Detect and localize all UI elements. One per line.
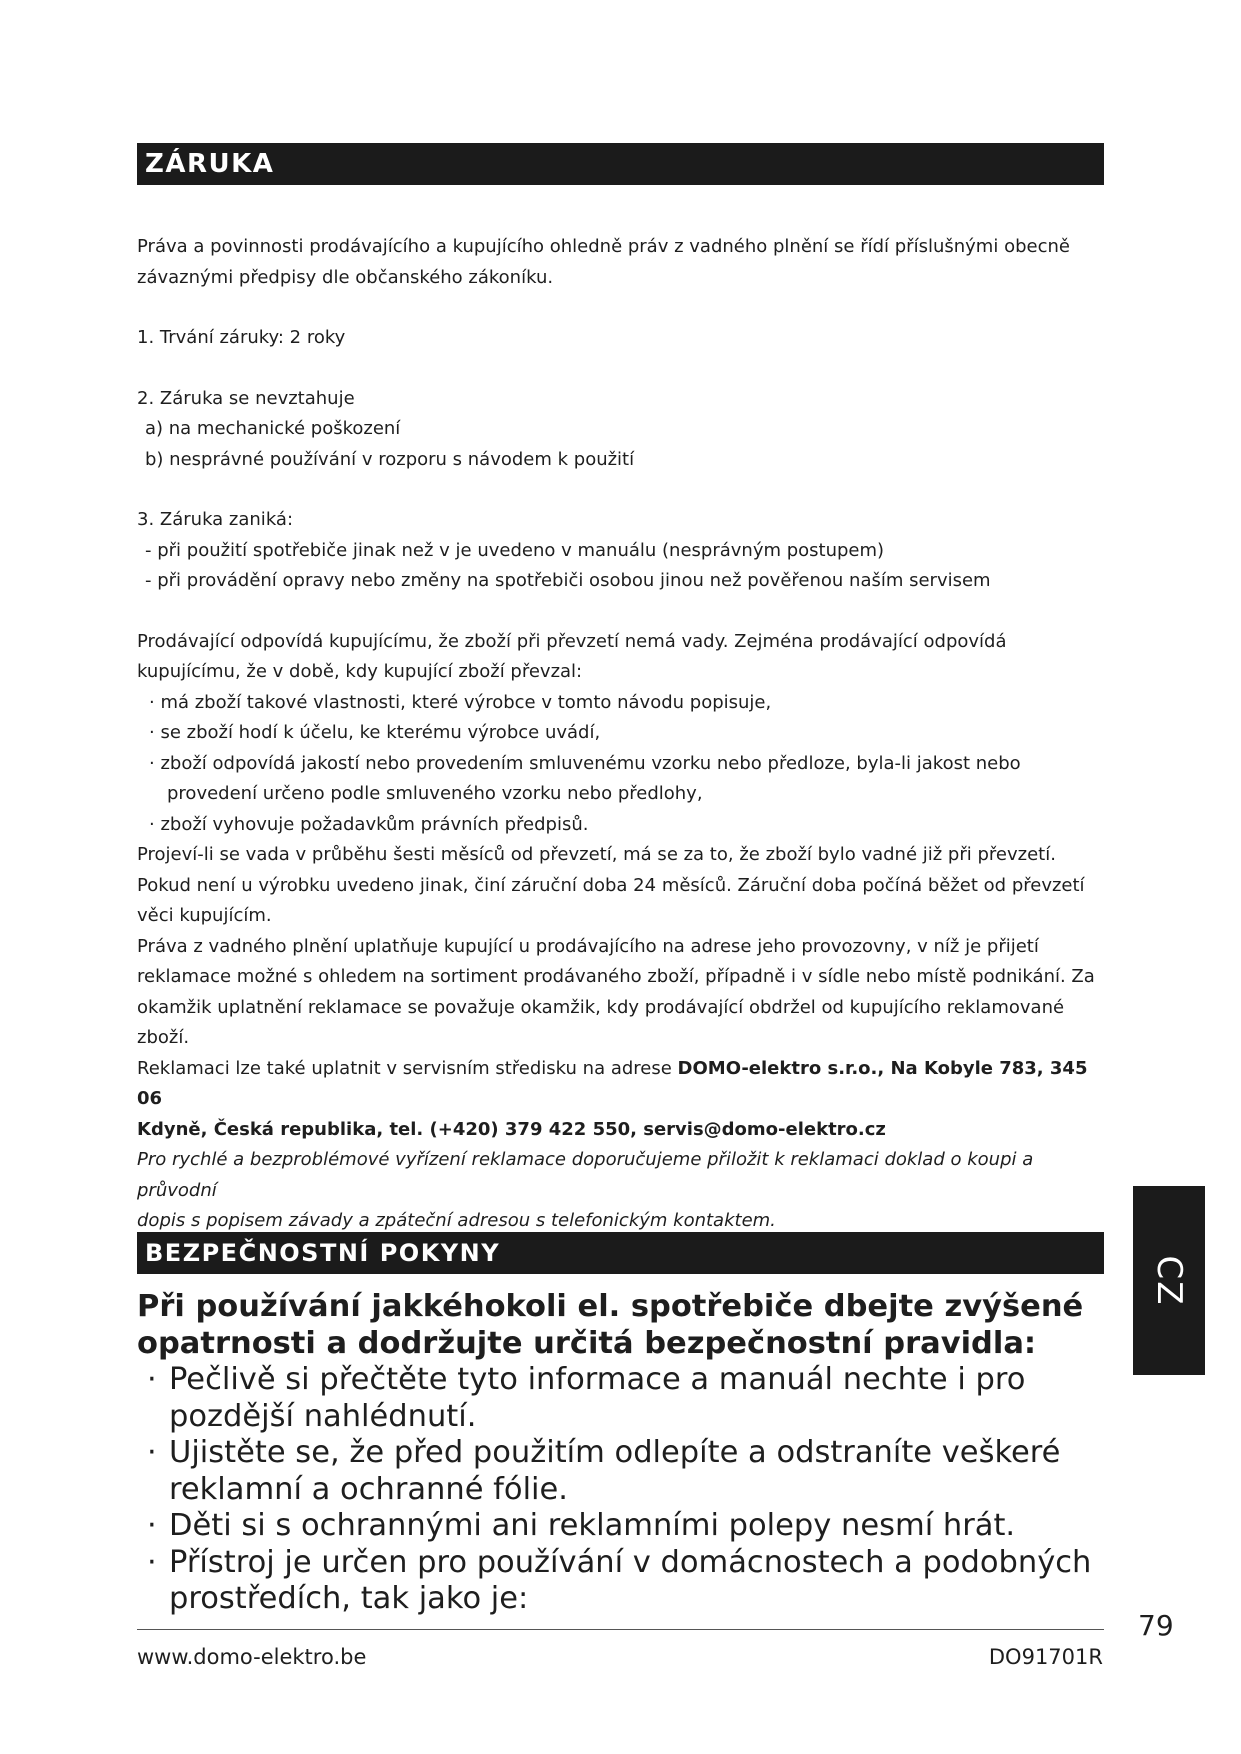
claim-recommendation-text: Pro rychlé a bezproblémové vyřízení reklamace doporučujeme přiložit k reklamaci doklad o koupi a průvodní	[137, 1149, 1034, 1201]
safety-bullet	[137, 1508, 1117, 1545]
warranty-exclusion-item: b) nesprávné používání v rozporu s návodem k použití	[145, 448, 635, 470]
intro-line: závaznými předpisy dle občanského zákoníku.	[137, 266, 554, 288]
safety-bullet-text: Děti si s ochrannými ani reklamními polepy nesmí hrát.	[169, 1508, 1016, 1543]
section-title-safety: BEZPEČNOSTNÍ POKYNY	[137, 1232, 1104, 1274]
footer-divider	[137, 1629, 1104, 1630]
bullet-dot: ·	[147, 1508, 157, 1543]
liability-bullet: · se zboží hodí k účelu, ke kterému výrobce uvádí,	[149, 722, 601, 743]
warranty-void-title: 3. Záruka zaniká:	[137, 509, 294, 530]
safety-bullet	[137, 1435, 1117, 1472]
safety-instructions	[137, 1288, 1117, 1618]
service-center-contact	[137, 1115, 1097, 1146]
safety-bullet-cont	[137, 1581, 1117, 1618]
service-center-line	[137, 1054, 1097, 1115]
defect-period-line: věci kupujícím.	[137, 905, 272, 926]
safety-bullet-text: Ujistěte se, že před použitím odlepíte a odstraníte veškeré	[169, 1435, 1061, 1470]
warranty-exclusion-item: a) na mechanické poškození	[145, 418, 401, 439]
bullet-dot: ·	[147, 1362, 157, 1397]
liability-bullet: · zboží vyhovuje požadavkům právních předpisů.	[149, 813, 589, 835]
warranty-body	[137, 232, 1097, 1237]
warranty-duration: 1. Trvání záruky: 2 roky	[137, 327, 346, 348]
language-tab-label: CZ	[1149, 1254, 1189, 1307]
defect-period-line: Projeví-li se vada v průběhu šesti měsíců od převzetí, má se za to, že zboží bylo vadné již při převzetí.	[137, 844, 1056, 865]
defect-period-line: Pokud není u výrobku uvedeno jinak, činí záruční doba 24 měsíců. Záruční doba počíná běžet od převzetí	[137, 874, 1085, 896]
bullet-dot: ·	[147, 1544, 157, 1580]
claim-rights-line: zboží.	[137, 1027, 190, 1048]
section-title-zaruka: ZÁRUKA	[137, 143, 1104, 185]
safety-heading: opatrnosti a dodržujte určitá bezpečnostní pravidla:	[137, 1326, 1037, 1361]
safety-bullet-text: prostředích, tak jako je:	[169, 1581, 529, 1616]
safety-bullet-cont	[137, 1399, 1117, 1436]
service-center-prefix: Reklamaci lze také uplatnit v servisním středisku na adrese	[137, 1057, 678, 1079]
warranty-void-item: - při provádění opravy nebo změny na spotřebiči osobou jinou než pověřenou naším servisem	[145, 570, 991, 591]
claim-rights-line: Práva z vadného plnění uplatňuje kupující u prodávajícího na adrese jeho provozovny, v níž je přijetí	[137, 935, 1039, 957]
bullet-dot: ·	[147, 1435, 157, 1470]
intro-line: Práva a povinnosti prodávajícího a kupujícího ohledně práv z vadného plnění se řídí příslušnými obecně	[137, 236, 1070, 257]
warranty-exclusions-title: 2. Záruka se nevztahuje	[137, 387, 355, 409]
claim-rights-line: reklamace možné s ohledem na sortiment prodávaného zboží, případně i v sídle nebo místě podnikání. Za	[137, 966, 1095, 987]
safety-bullet-text: Přístroj je určen pro používání v domácnostech a podobných	[169, 1544, 1092, 1580]
safety-bullet-cont	[137, 1472, 1117, 1509]
seller-liability-line: Prodávající odpovídá kupujícímu, že zboží při převzetí nemá vady. Zejména prodávající odpovídá	[137, 630, 1007, 652]
footer-model: DO91701R	[988, 1645, 1103, 1669]
footer-website: www.domo-elektro.be	[137, 1645, 367, 1669]
safety-bullet-text: Pečlivě si přečtěte tyto informace a manuál nechte i pro	[169, 1362, 1026, 1397]
liability-bullet-cont: provedení určeno podle smluveného vzorku nebo předlohy,	[167, 783, 703, 804]
claim-recommendation-text: dopis s popisem závady a zpáteční adresou s telefonickým kontaktem.	[137, 1210, 776, 1231]
service-center-contact-text: Kdyně, Česká republika, tel. (+420) 379 422 550, servis@domo-elektro.cz	[137, 1118, 886, 1140]
safety-heading: Při používání jakkéhokoli el. spotřebiče dbejte zvýšené	[137, 1289, 1084, 1324]
page-number: 79	[1138, 1609, 1174, 1642]
claim-rights-line: okamžik uplatnění reklamace se považuje okamžik, kdy prodávající obdržel od kupujícího reklamované	[137, 996, 1065, 1018]
service-center-address: DOMO-elektro s.r.o., Na Kobyle 783, 345 06	[137, 1057, 1088, 1109]
claim-recommendation	[137, 1145, 1097, 1206]
safety-bullet-text: reklamní a ochranné fólie.	[169, 1471, 568, 1507]
liability-bullet: · má zboží takové vlastnosti, které výrobce v tomto návodu popisuje,	[149, 691, 772, 713]
safety-bullet-text: pozdější nahlédnutí.	[169, 1398, 477, 1434]
safety-bullet	[137, 1545, 1117, 1582]
warranty-void-item: - při použití spotřebiče jinak než v je uvedeno v manuálu (nesprávným postupem)	[145, 539, 885, 561]
language-tab	[1133, 1186, 1205, 1375]
seller-liability-line: kupujícímu, že v době, kdy kupující zboží převzal:	[137, 661, 583, 682]
safety-bullet	[137, 1362, 1117, 1399]
liability-bullet: · zboží odpovídá jakostí nebo provedením smluvenému vzorku nebo předloze, byla-li jakost nebo	[149, 752, 1021, 774]
